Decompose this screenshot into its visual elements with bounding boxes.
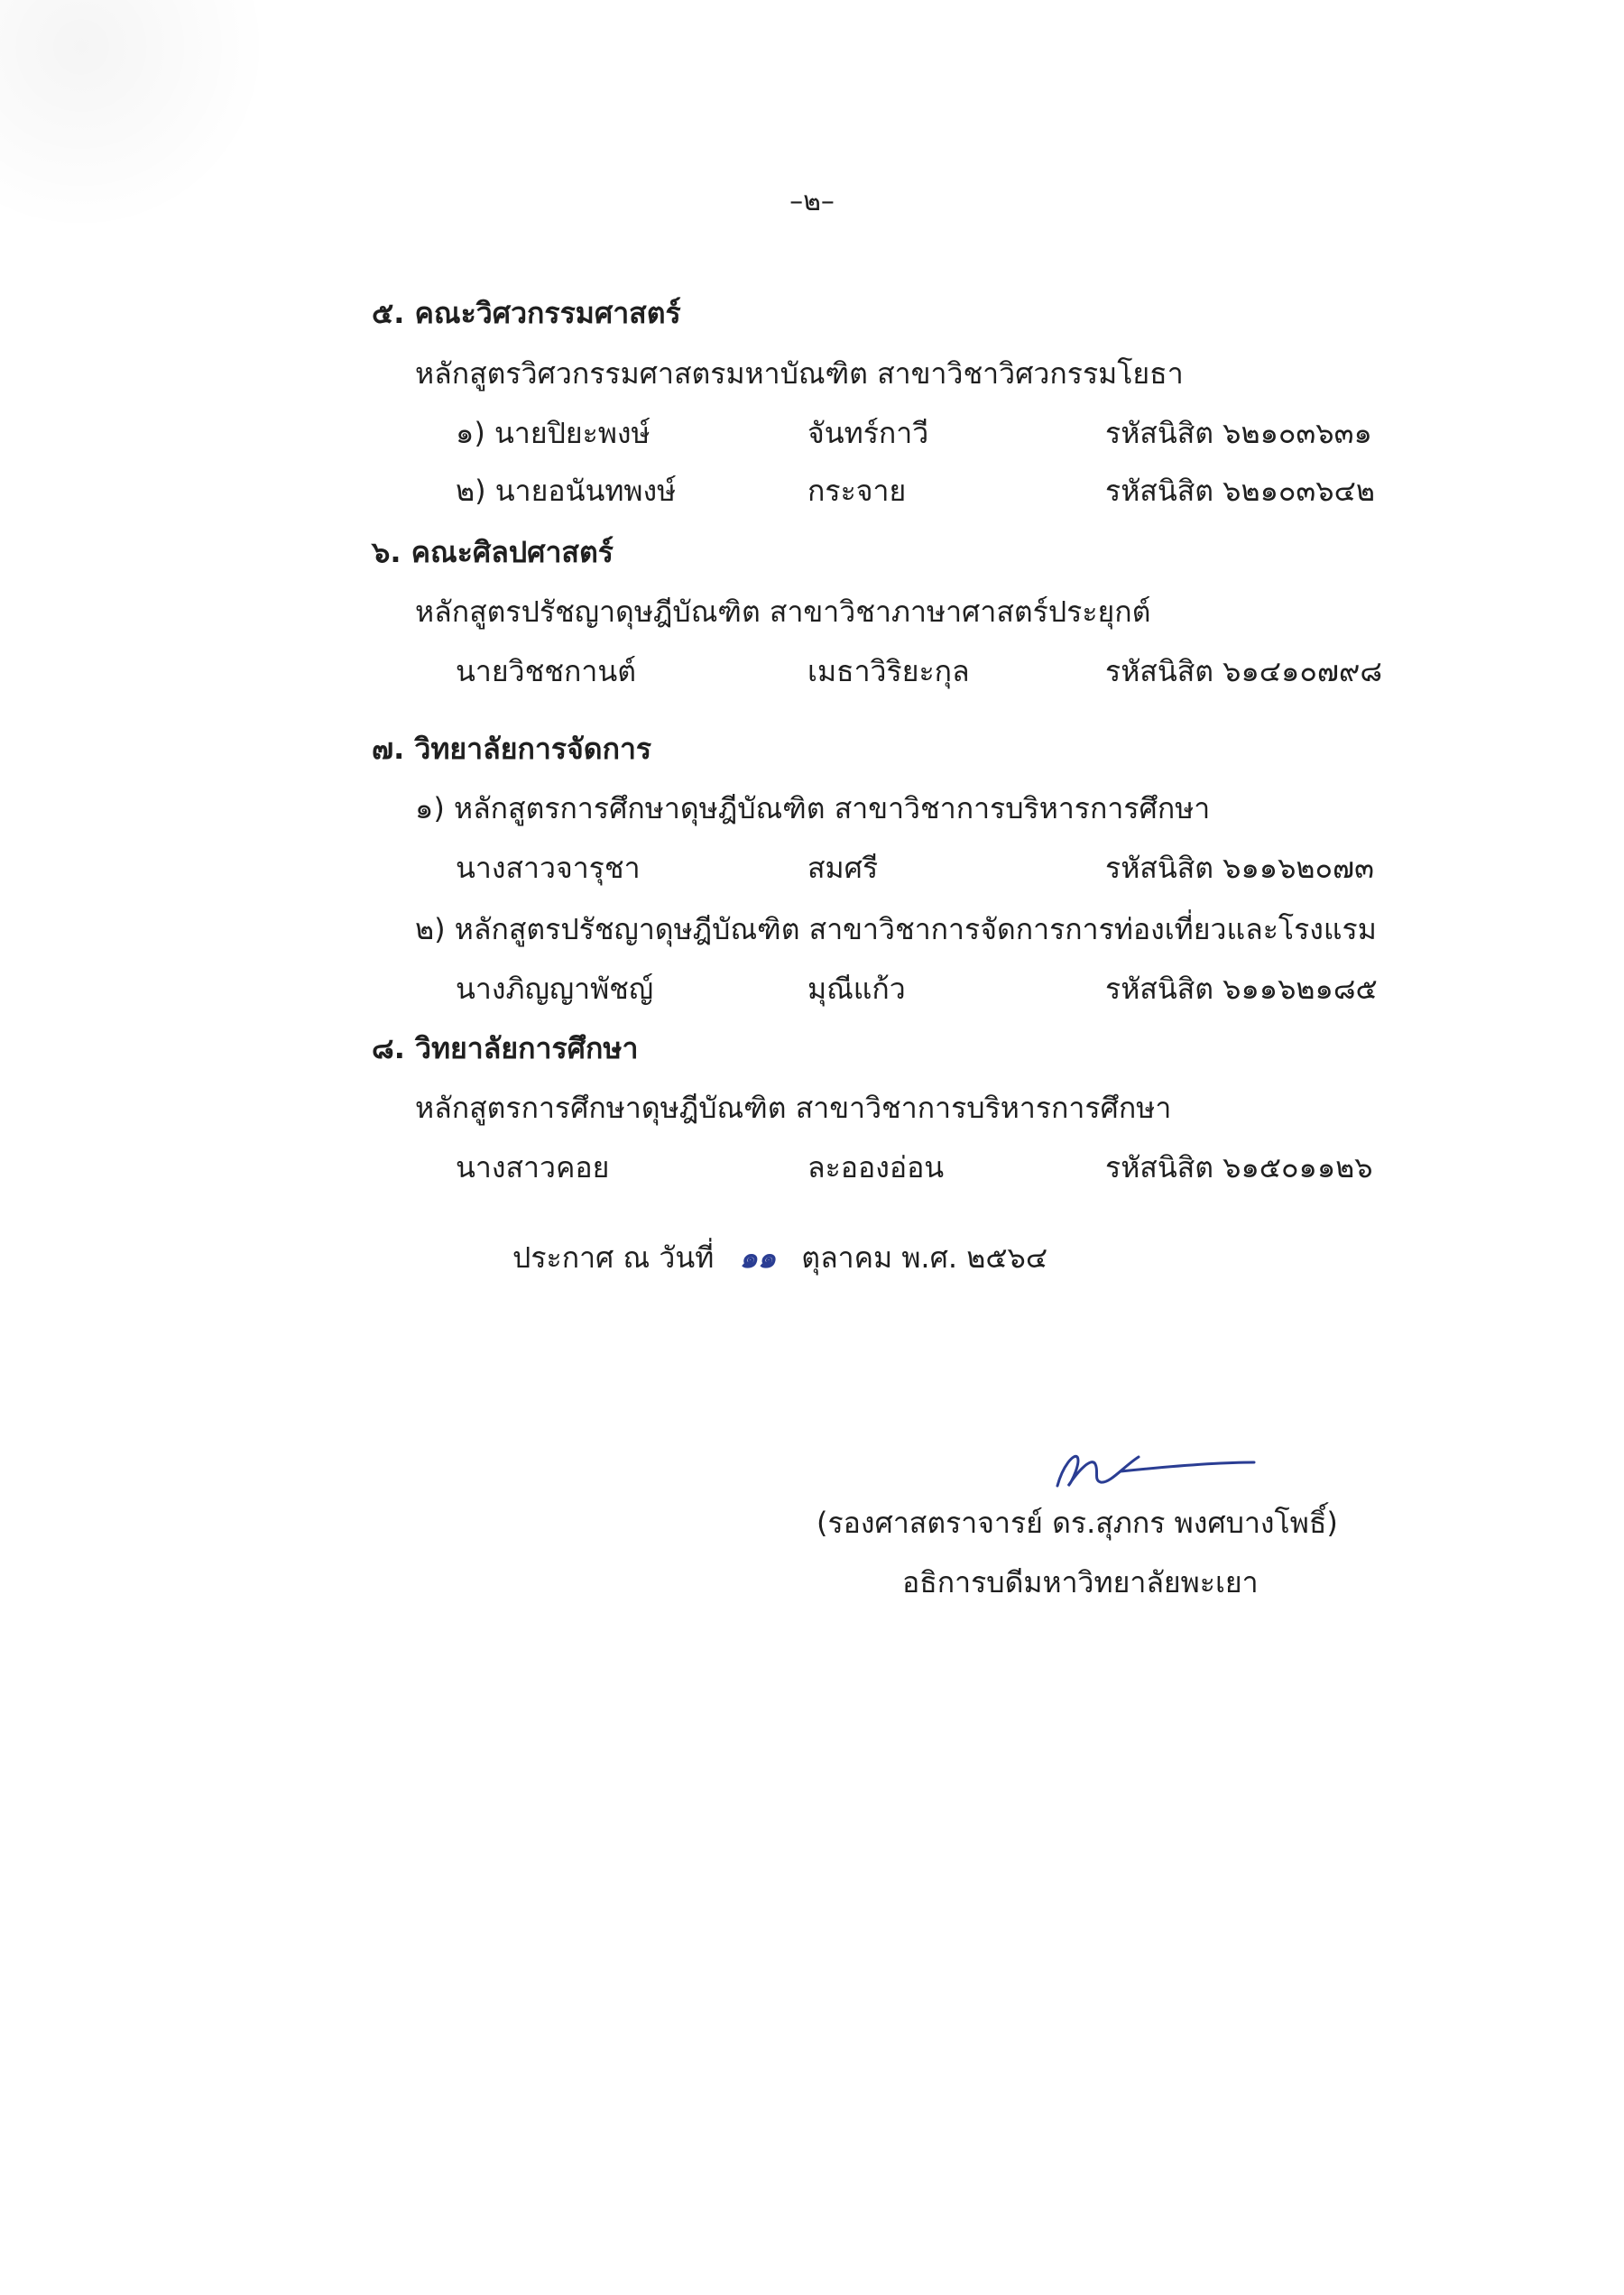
program-title: ๒) หลักสูตรปรัชญาดุษฎีบัณฑิต สาขาวิชาการจัดการการท่องเที่ยวและโรงแรม [415,912,1377,946]
signatory-position: อธิการบดีมหาวิทยาลัยพะเยา [902,1565,1259,1599]
student-name: ๒) นายอนันทพงษ์ [456,474,677,508]
signatory-name: (รองศาสตราจารย์ ดร.สุภกร พงศบางโพธิ์) [817,1506,1338,1540]
section-heading: ๕. คณะวิศวกรรมศาสตร์ [372,296,681,330]
student-surname: เมธาวิริยะกุล [807,654,970,688]
student-name: นางภิญญาพัชญ์ [456,972,654,1006]
student-code: รหัสนิสิต ๖๒๑๐๓๖๔๒ [1105,474,1375,508]
program-title: ๑) หลักสูตรการศึกษาดุษฎีบัณฑิต สาขาวิชาการบริหารการศึกษา [415,791,1211,825]
announcement-day: ๑๑ [739,1240,777,1275]
student-surname: มุณีแก้ว [807,972,906,1006]
page-number: –๒– [789,186,835,217]
student-name: นายวิชชกานต์ [456,654,636,688]
program-title: หลักสูตรปรัชญาดุษฎีบัณฑิต สาขาวิชาภาษาศาสตร์ประยุกต์ [415,594,1151,629]
signature-image [1038,1430,1272,1502]
program-title: หลักสูตรวิศวกรรมศาสตรมหาบัณฑิต สาขาวิชาวิศวกรรมโยธา [415,356,1184,391]
student-code: รหัสนิสิต ๖๑๔๑๐๗๙๘ [1105,654,1383,688]
student-code: รหัสนิสิต ๖๑๕๐๑๑๒๖ [1105,1150,1373,1184]
student-code: รหัสนิสิต ๖๒๑๐๓๖๓๑ [1105,416,1372,450]
student-code: รหัสนิสิต ๖๑๑๖๒๐๗๓ [1105,851,1374,885]
section-heading: ๖. คณะศิลปศาสตร์ [372,535,614,569]
student-surname: จันทร์กาวี [807,416,929,450]
program-title: หลักสูตรการศึกษาดุษฎีบัณฑิต สาขาวิชาการบริหารการศึกษา [415,1091,1172,1125]
student-name: นางสาวคอย [456,1150,610,1184]
announcement-prefix: ประกาศ ณ วันที่ [512,1240,715,1275]
announcement-suffix: ตุลาคม พ.ศ. ๒๕๖๔ [801,1240,1048,1275]
student-surname: กระจาย [807,474,907,508]
student-surname: สมศรี [807,851,879,885]
student-code: รหัสนิสิต ๖๑๑๖๒๑๘๕ [1105,972,1378,1006]
student-name: ๑) นายปิยะพงษ์ [456,416,651,450]
student-surname: ละอองอ่อน [807,1150,945,1184]
student-name: นางสาวจารุชา [456,851,641,885]
announcement-date [512,1238,1047,1277]
section-heading: ๗. วิทยาลัยการจัดการ [372,732,652,766]
section-heading: ๘. วิทยาลัยการศึกษา [372,1031,639,1065]
